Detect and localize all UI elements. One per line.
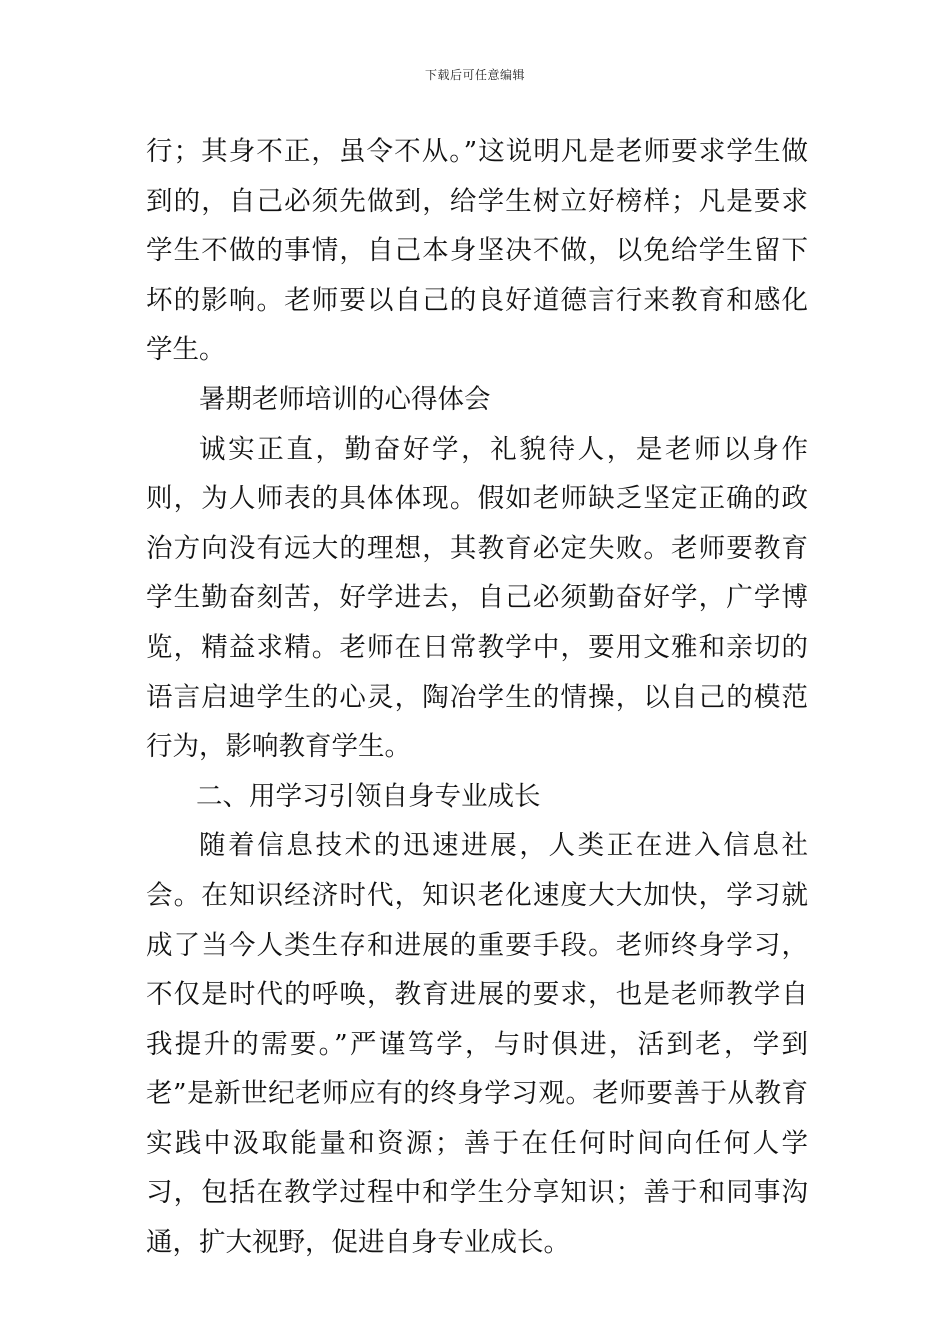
page-header-note: 下载后可任意编辑 bbox=[424, 68, 525, 82]
paragraph-continuation: 行；其身不正，虽令不从。”这说明凡是老师要求学生做到的，自己必须先做到，给学生树立好榜样；凡是要求学生不做的事情，自己本身坚决不做，以免给学生留下坏的影响。老师要以自己的良好道德言行来教育和感化学生。 bbox=[146, 136, 808, 366]
document-body bbox=[146, 127, 808, 1268]
paragraph-lifelong-learning: 随着信息技术的迅速进展，人类正在进入信息社会。在知识经济时代，知识老化速度大大加快，学习就成了当今人类生存和进展的重要手段。老师终身学习，不仅是时代的呼唤，教育进展的要求，也是老师教学自我提升的需要。”严谨笃学，与时俱进，活到老，学到老”是新世纪老师应有的终身学习观。老师要善于从教育实践中汲取能量和资源；善于在任何时间向任何人学习，包括在教学过程中和学生分享知识；善于和同事沟通，扩大视野，促进自身专业成长。 bbox=[146, 830, 808, 1259]
section-heading-learning: 二、用学习引领自身专业成长 bbox=[196, 780, 541, 812]
section-heading-training: 暑期老师培训的心得体会 bbox=[199, 383, 491, 415]
paragraph-integrity: 诚实正直，勤奋好学，礼貌待人，是老师以身作则，为人师表的具体体现。假如老师缺乏坚定正确的政治方向没有远大的理想，其教育必定失败。老师要教育学生勤奋刻苦，好学进去，自己必须勤奋好学，广学博览，精益求精。老师在日常教学中，要用文雅和亲切的语言启迪学生的心灵，陶冶学生的情操，以自己的模范行为，影响教育学生。 bbox=[146, 433, 808, 763]
